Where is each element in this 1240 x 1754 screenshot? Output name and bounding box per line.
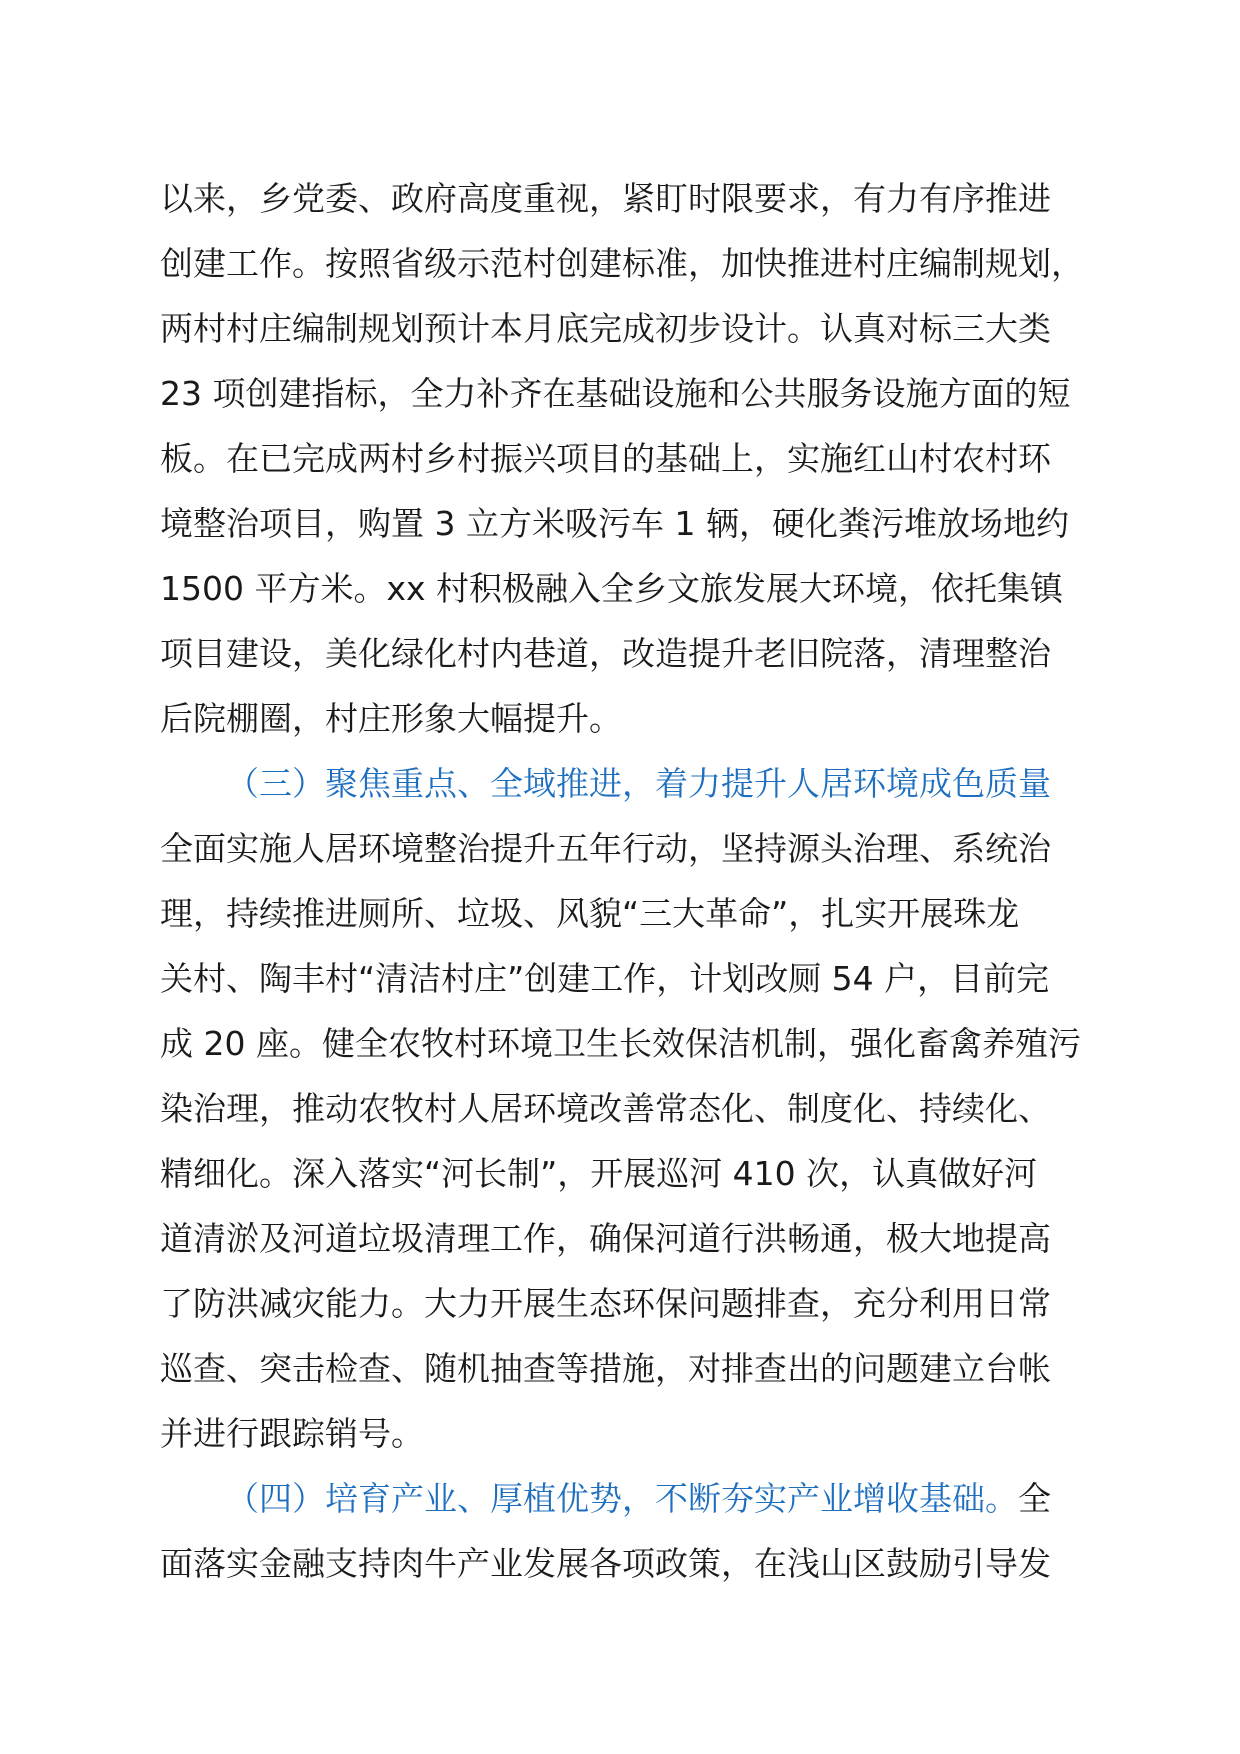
text-line: 成 20 座。健全农牧村环境卫生长效保洁机制，强化畜禽养殖污 — [160, 1024, 1081, 1063]
text-line: 23 项创建指标，全力补齐在基础设施和公共服务设施方面的短 — [160, 374, 1071, 413]
document-body — [160, 166, 1120, 1596]
text-line: 关村、陶丰村“清洁村庄”创建工作，计划改厕 54 户，目前完 — [160, 959, 1050, 998]
text-line: 以来，乡党委、政府高度重视，紧盯时限要求，有力有序推进 — [160, 179, 1051, 218]
section-heading-4: （四）培育产业、厚植优势，不断夯实产业增收基础。 — [226, 1479, 1018, 1518]
text-line: 染治理，推动农牧村人居环境改善常态化、制度化、持续化、 — [160, 1089, 1051, 1128]
text-line: 1500 平方米。xx 村积极融入全乡文旅发展大环境，依托集镇 — [160, 569, 1064, 608]
text-line: 全面实施人居环境整治提升五年行动，坚持源头治理、系统治 — [160, 829, 1051, 868]
section-4-lead-text: 全 — [1018, 1479, 1051, 1518]
text-line: 面落实金融支持肉牛产业发展各项政策，在浅山区鼓励引导发 — [160, 1544, 1051, 1583]
text-line: 并进行跟踪销号。 — [160, 1414, 424, 1453]
text-line: 精细化。深入落实“河长制”，开展巡河 410 次，认真做好河 — [160, 1154, 1038, 1193]
section-heading-3: （三）聚焦重点、全域推进，着力提升人居环境成色质量 — [226, 764, 1051, 803]
text-line: 了防洪减灾能力。大力开展生态环保问题排查，充分利用日常 — [160, 1284, 1051, 1323]
text-line: 理，持续推进厕所、垃圾、风貌“三大革命”，扎实开展珠龙 — [160, 894, 1020, 933]
text-line: 板。在已完成两村乡村振兴项目的基础上，实施红山村农村环 — [160, 439, 1051, 478]
text-line: 境整治项目，购置 3 立方米吸污车 1 辆，硬化粪污堆放场地约 — [160, 504, 1069, 543]
text-line: 两村村庄编制规划预计本月底完成初步设计。认真对标三大类 — [160, 309, 1051, 348]
text-line: 道清淤及河道垃圾清理工作，确保河道行洪畅通，极大地提高 — [160, 1219, 1051, 1258]
text-line: 创建工作。按照省级示范村创建标准，加快推进村庄编制规划， — [160, 244, 1084, 283]
text-line: 巡查、突击检查、随机抽查等措施，对排查出的问题建立台帐 — [160, 1349, 1051, 1388]
section-line-4 — [160, 1466, 1120, 1531]
text-line: 后院棚圈，村庄形象大幅提升。 — [160, 699, 622, 738]
text-line: 项目建设，美化绿化村内巷道，改造提升老旧院落，清理整治 — [160, 634, 1051, 673]
